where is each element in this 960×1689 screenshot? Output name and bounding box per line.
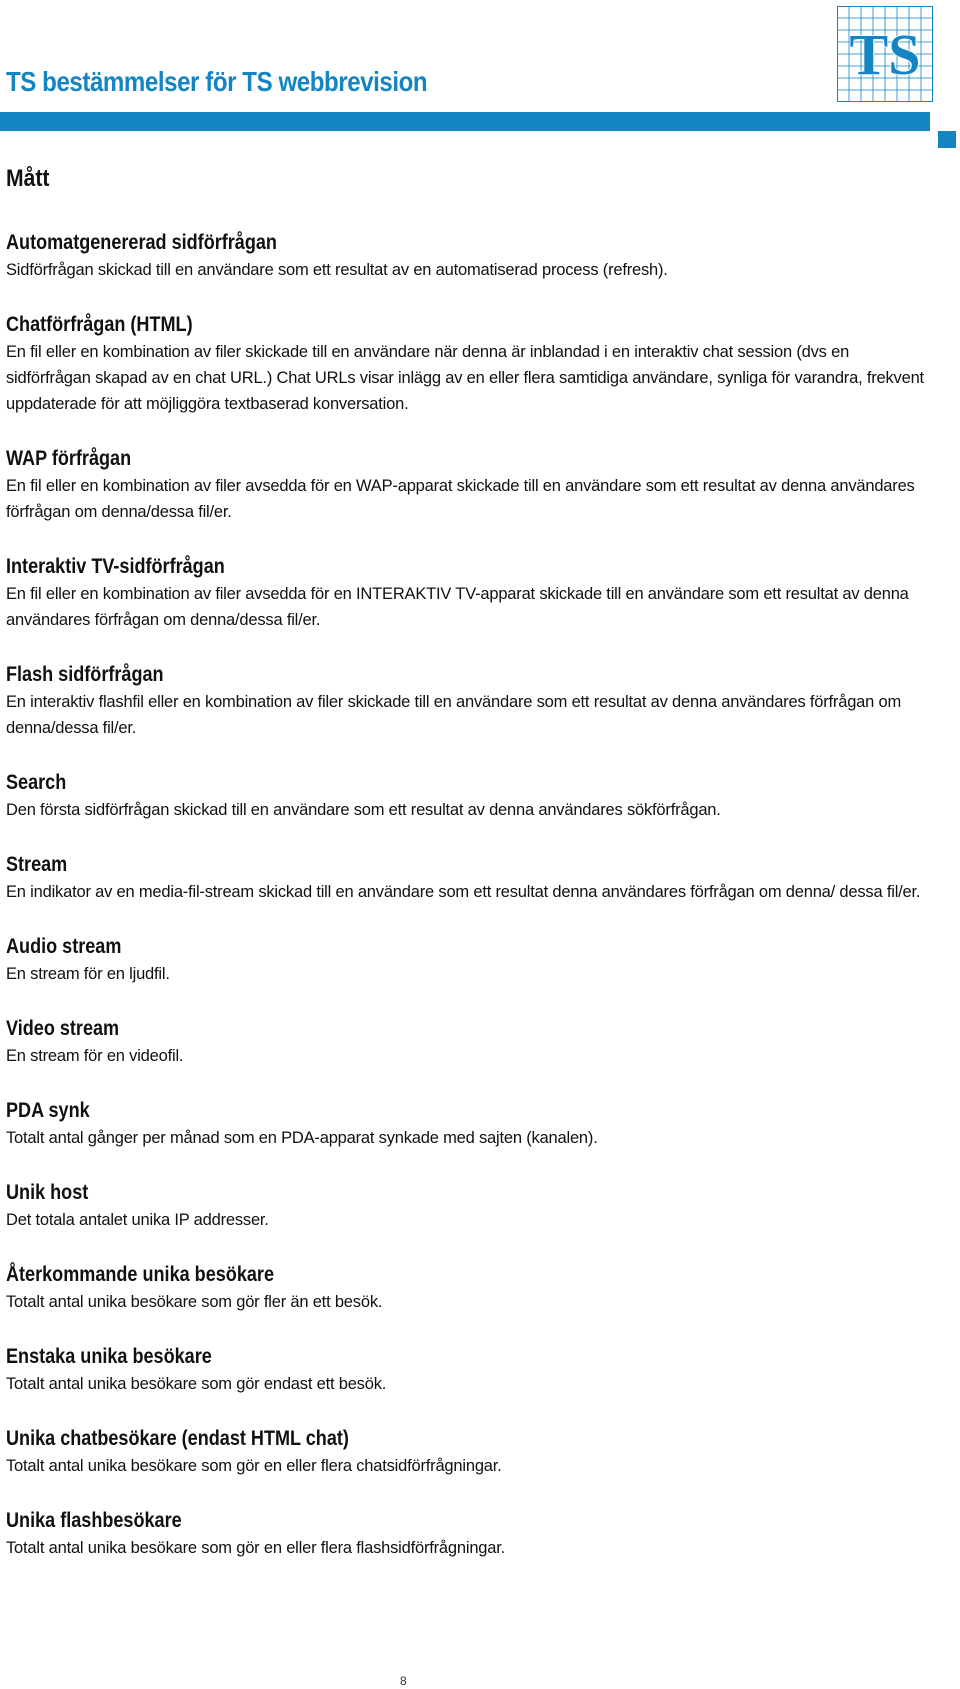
entry-definition: En fil eller en kombination av filer skickade till en användare när denna är inblandad i en interaktiv chat session (dvs en sidförfrågan skapad av en chat URL.) Chat URLs visar inlägg av en eller flera samtidiga användare, synliga för varandra, frekvent uppdaterade för att möjliggöra textbaserad konversation. bbox=[6, 343, 924, 413]
entry-term: Interaktiv TV-sidförfrågan bbox=[6, 555, 225, 578]
entry-automatgenererad-sidforfragan bbox=[6, 229, 936, 283]
entry-interaktiv-tv-sidforfragan bbox=[6, 553, 936, 633]
entry-definition: Totalt antal unika besökare som gör en eller flera chatsidförfrågningar. bbox=[6, 1457, 502, 1475]
section-heading: Mått bbox=[6, 165, 50, 192]
entry-chatforfragan bbox=[6, 311, 936, 417]
entry-definition: Den första sidförfrågan skickad till en användare som ett resultat av denna användares sökförfrågan. bbox=[6, 801, 721, 819]
entry-audio-stream bbox=[6, 933, 936, 987]
entry-video-stream bbox=[6, 1015, 936, 1069]
entry-term: Unik host bbox=[6, 1181, 89, 1204]
entry-term: Automatgenererad sidförfrågan bbox=[6, 231, 277, 254]
entry-term: PDA synk bbox=[6, 1099, 90, 1122]
entry-unika-flashbesokare bbox=[6, 1507, 936, 1561]
entry-term: Enstaka unika besökare bbox=[6, 1345, 212, 1368]
entry-term: Unika flashbesökare bbox=[6, 1509, 182, 1532]
entry-definition: En fil eller en kombination av filer avsedda för en WAP-apparat skickade till en användare som ett resultat av denna användares förfrågan om denna/dessa fil/er. bbox=[6, 477, 915, 521]
entry-definition: Det totala antalet unika IP addresser. bbox=[6, 1211, 269, 1229]
entry-search bbox=[6, 769, 936, 823]
document-body bbox=[6, 163, 936, 1589]
entry-aterkommande-unika-besokare bbox=[6, 1261, 936, 1315]
entry-term: Återkommande unika besökare bbox=[6, 1263, 274, 1286]
entry-term: Unika chatbesökare (endast HTML chat) bbox=[6, 1427, 349, 1450]
entry-definition: Totalt antal unika besökare som gör endast ett besök. bbox=[6, 1375, 387, 1393]
entry-definition: En interaktiv flashfil eller en kombination av filer skickade till en användare som ett resultat av denna användares förfrågan om denna/dessa fil/er. bbox=[6, 693, 902, 737]
entry-definition: Sidförfrågan skickad till en användare som ett resultat av en automatiserad process (refresh). bbox=[6, 261, 668, 279]
entry-wap-forfragan bbox=[6, 445, 936, 525]
entry-enstaka-unika-besokare bbox=[6, 1343, 936, 1397]
entry-term: Flash sidförfrågan bbox=[6, 663, 164, 686]
entry-definition: Totalt antal gånger per månad som en PDA-apparat synkade med sajten (kanalen). bbox=[6, 1129, 598, 1147]
header-square-accent bbox=[938, 131, 956, 148]
entry-term: Search bbox=[6, 771, 67, 794]
entry-definition: Totalt antal unika besökare som gör en eller flera flashsidförfrågningar. bbox=[6, 1539, 506, 1557]
entry-stream bbox=[6, 851, 936, 905]
entry-definition: En indikator av en media-fil-stream skickad till en användare som ett resultat denna användares förfrågan om denna/ dessa fil/er. bbox=[6, 883, 921, 901]
entry-term: WAP förfrågan bbox=[6, 447, 132, 470]
entry-term: Stream bbox=[6, 853, 68, 876]
entry-pda-synk bbox=[6, 1097, 936, 1151]
entry-definition: En fil eller en kombination av filer avsedda för en INTERAKTIV TV-apparat skickade till en användare som ett resultat av denna användares förfrågan om denna/dessa fil/er. bbox=[6, 585, 909, 629]
ts-logo bbox=[837, 6, 933, 102]
logo-text: TS bbox=[849, 22, 921, 87]
entry-term: Chatförfrågan (HTML) bbox=[6, 313, 193, 336]
entry-definition: En stream för en videofil. bbox=[6, 1047, 184, 1065]
entry-term: Audio stream bbox=[6, 935, 122, 958]
page-number: 8 bbox=[400, 1674, 407, 1688]
header-bar bbox=[0, 112, 930, 131]
page-title: TS bestämmelser för TS webbrevision bbox=[6, 66, 428, 97]
entry-unika-chatbesokare bbox=[6, 1425, 936, 1479]
entry-definition: Totalt antal unika besökare som gör fler än ett besök. bbox=[6, 1293, 383, 1311]
entry-flash-sidforfragan bbox=[6, 661, 936, 741]
entry-definition: En stream för en ljudfil. bbox=[6, 965, 170, 983]
entry-term: Video stream bbox=[6, 1017, 120, 1040]
entry-unik-host bbox=[6, 1179, 936, 1233]
